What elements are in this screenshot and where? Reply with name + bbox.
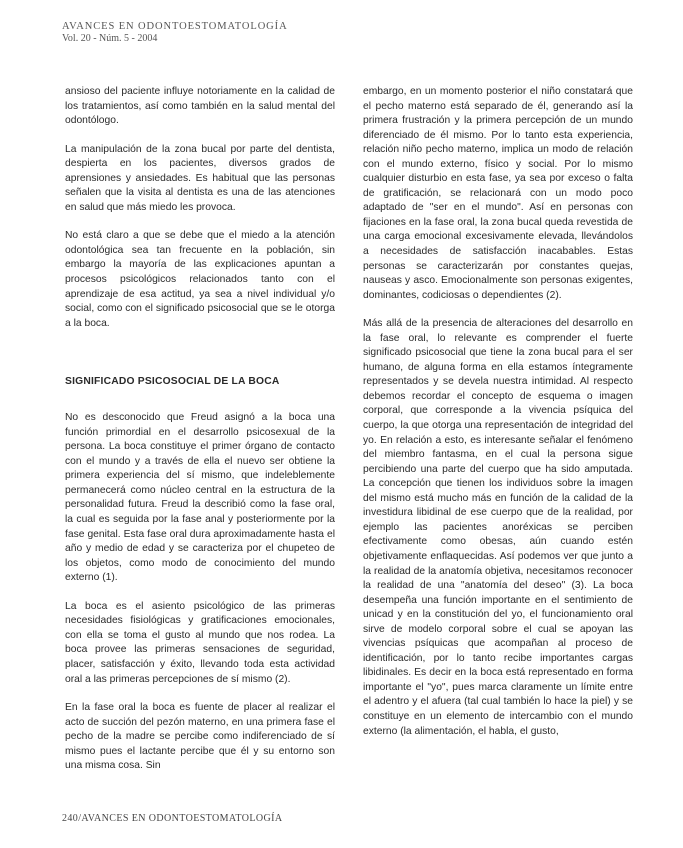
paragraph: La manipulación de la zona bucal por parte del dentista, despierta en los pacientes, diversos grados de aprensiones y ansiedades. Es habitual que las personas señalen que la visita al dentista es una de las atenciones en salud que más miedo les provoca. — [65, 143, 335, 213]
paragraph: Más allá de la presencia de alteraciones del desarrollo en la fase oral, lo relevante es comprender el fuerte significado psicosocial que tiene la zona bucal para el ser humano, de alguna forma en ella estamos íntegramente representados y se devela nuestra intimidad. Al respecto debemos recordar el concepto de esquema o imagen corporal, que corresponde a la vivencia psíquica del cuerpo, la que otorga una representación de integridad del yo. En relación a esto, es interesante señalar el fenómeno del miembro fantasma, en el cual la persona sigue percibiendo una parte del cuerpo que ha sido amputada. La concepción que tienen los individuos sobre la imagen del mismo está mucho más en función de la calidad de la investidura libidinal de ese cuerpo que de la realidad, por ejemplo las pacientes anoréxicas se perciben efectivamente como obesas, aún cuando estén objetivamente enflaquecidas. Así podemos ver que junto a la realidad de la anatomía objetiva, necesitamos reconocer la realidad de una "anatomía del deseo" (3). La boca desempeña una función importante en el sentimiento de unicad y en la constitución del yo, el funcionamiento oral sirve de modelo corporal sobre el cual se apoyan las vivencias psíquicas que acompañan al proceso de identificación, por lo tanto recibe importantes cargas libidinales. Es decir en la boca está representado en forma importante el "yo", pues marca claramente un límite entre el adentro y el afuera (tal cual también lo hace la piel) y se constituye en un elemento de intercambio con el mundo externo (la alimentación, el habla, el gusto, — [363, 318, 633, 737]
page-footer: 240/AVANCES EN ODONTOESTOMATOLOGÍA — [62, 813, 283, 824]
paragraph: En la fase oral la boca es fuente de placer al realizar el acto de succión del pezón materno, en una primera fase el pecho de la madre se percibe como indiferenciado de sí mismo pues el lactante percibe que él y su entorno son una misma cosa. Sin — [65, 702, 335, 772]
paragraph: ansioso del paciente influye notoriamente en la calidad de los tratamientos, así como también en la salud mental del odontólogo. — [65, 86, 335, 127]
paragraph: No es desconocido que Freud asignó a la boca una función primordial en el desarrollo psicosexual de la persona. La boca constituye el primer órgano de contacto con el mundo y a través de ella el nuevo ser obtiene la primera experiencia del sí mismo, que indeleblemente permanecerá como núcleo central en la estructura de la personalidad futura. Freud la describió como la fase oral, la cual es seguida por la fase anal y posteriormente por la fase genital. Esta fase oral dura aproximadamente hasta el año y medio de edad y se caracteriza por el chupeteo de los objetos, como modo de conocimiento del mundo externo (1). — [65, 412, 335, 584]
journal-header — [62, 21, 288, 45]
section-heading: SIGNIFICADO PSICOSOCIAL DE LA BOCA — [65, 376, 280, 388]
paragraph: La boca es el asiento psicológico de las primeras necesidades fisiológicas y gratificaciones emocionales, con ella se toma el gusto al mundo que nos rodea. La boca provee las primeras sensaciones de seguridad, placer, satisfacción y éxito, llevando toda esta actividad oral a las primeras percepciones de sí mismo (2). — [65, 600, 335, 685]
left-column — [65, 85, 335, 774]
paragraph: No está claro a que se debe que el miedo a la atención odontológica sea tan frecuente en la población, sin embargo la mayoría de las explicaciones apuntan a procesos psicológicos relacionados tanto con el aprendizaje de esa actitud, ya sea a nivel individual y/o social, como con el significado psicosocial que se le otorga a la boca. — [65, 230, 335, 329]
paragraph: embargo, en un momento posterior el niño constatará que el pecho materno está separado de él, generando así la primera frustración y la primera percepción de un mundo diferenciado de él mismo. Por lo tanto esta experiencia, relación niño pecho materno, implica un modo de relación con el mundo externo, físico y social. Por lo mismo cualquier disturbio en esta fase, ya sea por exceso o falta de gratificación, se relacionará con un modo poco adaptado de "ser en el mundo". Así en personas con fijaciones en la fase oral, la zona bucal queda revestida de una carga emocional excesivamente elevada, llevándolos a necesidades de satisfacción inacabables. Estas personas se caracterizarán por constantes quejas, nauseas y asco. Emocionalmente son personas exigentes, dominantes, codiciosas o dependientes (2). — [363, 86, 633, 301]
journal-title: AVANCES EN ODONTOESTOMATOLOGÍA — [62, 21, 288, 32]
volume-info: Vol. 20 - Núm. 5 - 2004 — [62, 33, 158, 44]
right-column — [363, 85, 633, 739]
